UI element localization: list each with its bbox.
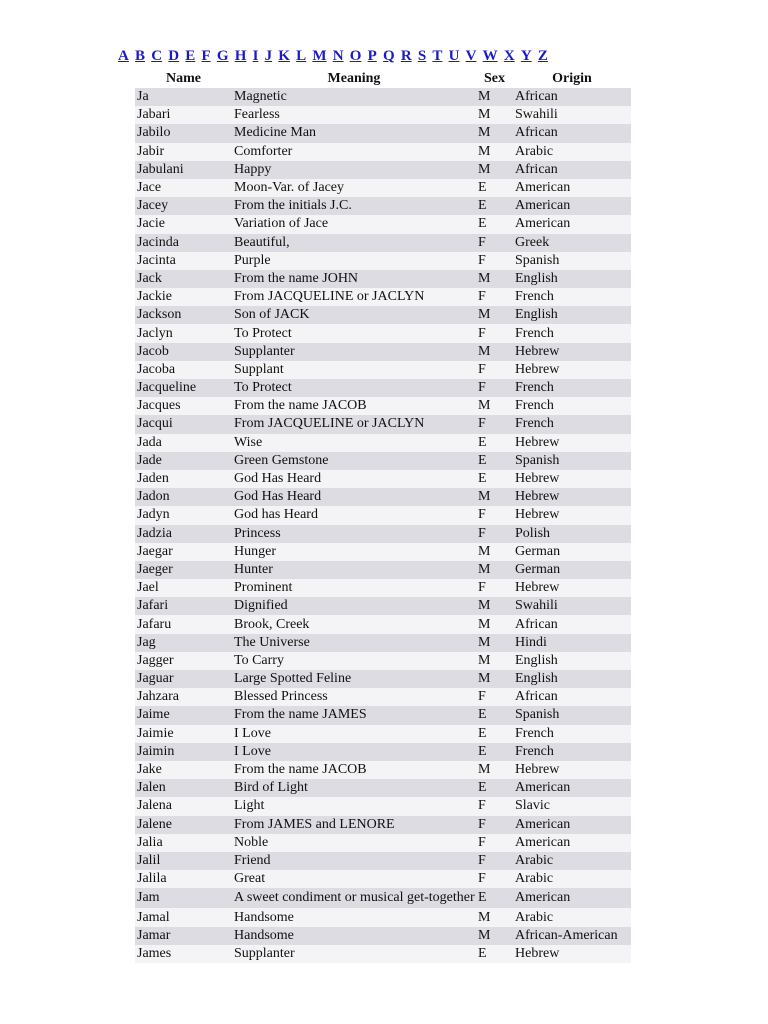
table-row	[135, 434, 631, 452]
meaning-cell: Bird of Light	[232, 779, 476, 797]
sex-cell: F	[476, 252, 513, 270]
meaning-cell: From the name JACOB	[232, 761, 476, 779]
letter-link-q[interactable]: Q	[382, 48, 395, 64]
meaning-cell: God Has Heard	[232, 488, 476, 506]
sex-cell: F	[476, 379, 513, 397]
name-cell: Jackson	[135, 306, 232, 324]
meaning-cell: Supplanter	[232, 945, 476, 963]
origin-cell: French	[513, 743, 631, 761]
origin-cell: Hebrew	[513, 579, 631, 597]
name-cell: Jaeger	[135, 561, 232, 579]
letter-link-l[interactable]: L	[296, 48, 307, 64]
name-cell: Jaden	[135, 470, 232, 488]
origin-cell: African	[513, 615, 631, 633]
table-row	[135, 834, 631, 852]
name-cell: Jacinta	[135, 252, 232, 270]
meaning-cell: From JACQUELINE or JACLYN	[232, 415, 476, 433]
letter-link-u[interactable]: U	[448, 48, 460, 64]
origin-cell: American	[513, 888, 631, 908]
meaning-cell: God has Heard	[232, 506, 476, 524]
table-row	[135, 634, 631, 652]
table-row	[135, 506, 631, 524]
table-row	[135, 615, 631, 633]
meaning-cell: To Protect	[232, 324, 476, 342]
name-cell: Jacey	[135, 197, 232, 215]
name-cell: Jaimin	[135, 743, 232, 761]
table-row	[135, 670, 631, 688]
table-row	[135, 197, 631, 215]
letter-link-p[interactable]: P	[367, 48, 377, 64]
sex-cell: M	[476, 88, 513, 106]
meaning-cell: Happy	[232, 161, 476, 179]
sex-cell: M	[476, 270, 513, 288]
origin-cell: American	[513, 834, 631, 852]
sex-cell: F	[476, 324, 513, 342]
sex-cell: E	[476, 725, 513, 743]
meaning-cell: Green Gemstone	[232, 452, 476, 470]
sex-cell: F	[476, 415, 513, 433]
meaning-cell: The Universe	[232, 634, 476, 652]
sex-cell: E	[476, 434, 513, 452]
table-row	[135, 143, 631, 161]
letter-link-j[interactable]: J	[264, 48, 273, 64]
origin-cell: English	[513, 670, 631, 688]
name-cell: Jaclyn	[135, 324, 232, 342]
origin-cell: American	[513, 179, 631, 197]
origin-cell: German	[513, 561, 631, 579]
name-cell: Jadzia	[135, 525, 232, 543]
meaning-cell: Princess	[232, 525, 476, 543]
letter-link-k[interactable]: K	[278, 48, 290, 64]
sex-cell: F	[476, 688, 513, 706]
table-row	[135, 324, 631, 342]
table-row	[135, 779, 631, 797]
meaning-cell: I Love	[232, 743, 476, 761]
table-row	[135, 215, 631, 233]
sex-cell: E	[476, 706, 513, 724]
table-row	[135, 106, 631, 124]
table-row	[135, 252, 631, 270]
letter-link-v[interactable]: V	[465, 48, 477, 64]
name-cell: Jafaru	[135, 615, 232, 633]
meaning-cell: Great	[232, 870, 476, 888]
meaning-cell: I Love	[232, 725, 476, 743]
sex-cell: E	[476, 197, 513, 215]
name-cell: Jalil	[135, 852, 232, 870]
meaning-cell: Fearless	[232, 106, 476, 124]
letter-link-r[interactable]: R	[400, 48, 412, 64]
name-cell: Jacqueline	[135, 379, 232, 397]
origin-cell: Hebrew	[513, 470, 631, 488]
table-row	[135, 797, 631, 815]
name-cell: Jamal	[135, 908, 232, 926]
sex-cell: F	[476, 288, 513, 306]
table-row	[135, 124, 631, 142]
origin-cell: Swahili	[513, 106, 631, 124]
name-cell: Jahzara	[135, 688, 232, 706]
sex-cell: F	[476, 816, 513, 834]
meaning-cell: Light	[232, 797, 476, 815]
meaning-cell: Purple	[232, 252, 476, 270]
letter-link-m[interactable]: M	[312, 48, 327, 64]
column-header-name: Name	[135, 70, 232, 88]
table-row	[135, 361, 631, 379]
sex-cell: F	[476, 506, 513, 524]
sex-cell: M	[476, 634, 513, 652]
letter-link-n[interactable]: N	[332, 48, 344, 64]
sex-cell: M	[476, 561, 513, 579]
table-row	[135, 288, 631, 306]
meaning-cell: Supplant	[232, 361, 476, 379]
origin-cell: Spanish	[513, 252, 631, 270]
table-row	[135, 945, 631, 963]
name-cell: Jadyn	[135, 506, 232, 524]
origin-cell: French	[513, 415, 631, 433]
name-cell: Jael	[135, 579, 232, 597]
origin-cell: African-American	[513, 927, 631, 945]
sex-cell: F	[476, 852, 513, 870]
meaning-cell: Medicine Man	[232, 124, 476, 142]
origin-cell: African	[513, 124, 631, 142]
name-cell: Jacob	[135, 343, 232, 361]
origin-cell: Hebrew	[513, 361, 631, 379]
letter-link-o[interactable]: O	[349, 48, 362, 64]
origin-cell: Arabic	[513, 143, 631, 161]
origin-cell: Slavic	[513, 797, 631, 815]
table-row	[135, 452, 631, 470]
name-cell: Jaime	[135, 706, 232, 724]
sex-cell: F	[476, 361, 513, 379]
table-row	[135, 397, 631, 415]
origin-cell: Hebrew	[513, 945, 631, 963]
column-header-meaning: Meaning	[232, 70, 476, 88]
name-cell: Jalen	[135, 779, 232, 797]
name-cell: Jade	[135, 452, 232, 470]
sex-cell: M	[476, 761, 513, 779]
origin-cell: Arabic	[513, 908, 631, 926]
alphabet-navigation	[118, 47, 658, 67]
table-row	[135, 543, 631, 561]
table-row	[135, 706, 631, 724]
sex-cell: F	[476, 525, 513, 543]
meaning-cell: From the name JAMES	[232, 706, 476, 724]
meaning-cell: Beautiful,	[232, 234, 476, 252]
sex-cell: M	[476, 343, 513, 361]
origin-cell: French	[513, 324, 631, 342]
table-row	[135, 415, 631, 433]
meaning-cell: Son of JACK	[232, 306, 476, 324]
name-cell: Jabari	[135, 106, 232, 124]
name-cell: Jamar	[135, 927, 232, 945]
table-row	[135, 688, 631, 706]
origin-cell: Arabic	[513, 870, 631, 888]
origin-cell: Hebrew	[513, 488, 631, 506]
sex-cell: E	[476, 945, 513, 963]
letter-link-t[interactable]: T	[432, 48, 443, 64]
letter-link-a[interactable]: A	[118, 48, 129, 64]
origin-cell: Swahili	[513, 597, 631, 615]
table-row	[135, 179, 631, 197]
sex-cell: F	[476, 579, 513, 597]
origin-cell: French	[513, 288, 631, 306]
origin-cell: German	[513, 543, 631, 561]
table-row	[135, 743, 631, 761]
name-cell: Jalia	[135, 834, 232, 852]
sex-cell: F	[476, 797, 513, 815]
name-cell: Jacoba	[135, 361, 232, 379]
table-row	[135, 270, 631, 288]
sex-cell: E	[476, 779, 513, 797]
name-cell: Jadon	[135, 488, 232, 506]
name-cell: Jada	[135, 434, 232, 452]
origin-cell: Hebrew	[513, 506, 631, 524]
sex-cell: E	[476, 452, 513, 470]
sex-cell: M	[476, 124, 513, 142]
meaning-cell: Noble	[232, 834, 476, 852]
sex-cell: M	[476, 543, 513, 561]
table-row	[135, 870, 631, 888]
origin-cell: African	[513, 88, 631, 106]
names-table	[135, 70, 631, 963]
sex-cell: M	[476, 652, 513, 670]
name-cell: Jabulani	[135, 161, 232, 179]
sex-cell: F	[476, 234, 513, 252]
meaning-cell: Comforter	[232, 143, 476, 161]
meaning-cell: From the initials J.C.	[232, 197, 476, 215]
sex-cell: E	[476, 470, 513, 488]
table-row	[135, 161, 631, 179]
origin-cell: American	[513, 197, 631, 215]
meaning-cell: From the name JACOB	[232, 397, 476, 415]
sex-cell: M	[476, 615, 513, 633]
table-row	[135, 234, 631, 252]
sex-cell: M	[476, 397, 513, 415]
origin-cell: African	[513, 688, 631, 706]
origin-cell: Polish	[513, 525, 631, 543]
name-cell: Jacie	[135, 215, 232, 233]
meaning-cell: Moon-Var. of Jacey	[232, 179, 476, 197]
origin-cell: African	[513, 161, 631, 179]
table-row	[135, 725, 631, 743]
table-row	[135, 888, 631, 908]
letter-link-i[interactable]: I	[252, 48, 259, 64]
name-cell: Jake	[135, 761, 232, 779]
meaning-cell: Hunter	[232, 561, 476, 579]
sex-cell: F	[476, 870, 513, 888]
letter-link-f[interactable]: F	[201, 48, 211, 64]
name-cell: Jaguar	[135, 670, 232, 688]
table-header-row	[135, 70, 631, 88]
origin-cell: American	[513, 816, 631, 834]
meaning-cell: God Has Heard	[232, 470, 476, 488]
letter-link-x[interactable]: X	[503, 48, 515, 64]
meaning-cell: From the name JOHN	[232, 270, 476, 288]
letter-link-e[interactable]: E	[185, 48, 196, 64]
sex-cell: M	[476, 106, 513, 124]
sex-cell: M	[476, 306, 513, 324]
meaning-cell: Brook, Creek	[232, 615, 476, 633]
origin-cell: Hebrew	[513, 434, 631, 452]
table-row	[135, 470, 631, 488]
sex-cell: F	[476, 834, 513, 852]
table-row	[135, 761, 631, 779]
table-row	[135, 579, 631, 597]
origin-cell: English	[513, 306, 631, 324]
name-cell: Jabir	[135, 143, 232, 161]
name-cell: Jacinda	[135, 234, 232, 252]
sex-cell: E	[476, 743, 513, 761]
letter-link-z[interactable]: Z	[537, 48, 548, 64]
meaning-cell: A sweet condiment or musical get-together	[232, 888, 476, 908]
origin-cell: Spanish	[513, 452, 631, 470]
column-header-origin: Origin	[513, 70, 631, 88]
meaning-cell: From JACQUELINE or JACLYN	[232, 288, 476, 306]
name-cell: Jacqui	[135, 415, 232, 433]
meaning-cell: Magnetic	[232, 88, 476, 106]
sex-cell: M	[476, 143, 513, 161]
name-cell: Jackie	[135, 288, 232, 306]
origin-cell: French	[513, 379, 631, 397]
table-row	[135, 652, 631, 670]
table-row	[135, 379, 631, 397]
origin-cell: American	[513, 779, 631, 797]
sex-cell: M	[476, 488, 513, 506]
letter-link-g[interactable]: G	[216, 48, 229, 64]
name-cell: Jabilo	[135, 124, 232, 142]
sex-cell: E	[476, 179, 513, 197]
meaning-cell: Wise	[232, 434, 476, 452]
origin-cell: French	[513, 725, 631, 743]
letter-link-s[interactable]: S	[417, 48, 427, 64]
sex-cell: M	[476, 597, 513, 615]
table-row	[135, 816, 631, 834]
meaning-cell: Large Spotted Feline	[232, 670, 476, 688]
table-row	[135, 597, 631, 615]
name-cell: Jam	[135, 888, 232, 908]
name-cell: Jaegar	[135, 543, 232, 561]
meaning-cell: Friend	[232, 852, 476, 870]
name-cell: Jalena	[135, 797, 232, 815]
sex-cell: M	[476, 927, 513, 945]
sex-cell: E	[476, 215, 513, 233]
table-row	[135, 488, 631, 506]
table-row	[135, 927, 631, 945]
meaning-cell: Variation of Jace	[232, 215, 476, 233]
sex-cell: M	[476, 670, 513, 688]
meaning-cell: Handsome	[232, 927, 476, 945]
name-cell: Jalene	[135, 816, 232, 834]
table-row	[135, 525, 631, 543]
name-cell: Jack	[135, 270, 232, 288]
table-row	[135, 88, 631, 106]
meaning-cell: To Protect	[232, 379, 476, 397]
name-cell: Jacques	[135, 397, 232, 415]
origin-cell: English	[513, 652, 631, 670]
letter-link-w[interactable]: W	[482, 48, 498, 64]
origin-cell: Arabic	[513, 852, 631, 870]
sex-cell: E	[476, 888, 513, 908]
table-row	[135, 908, 631, 926]
table-row	[135, 561, 631, 579]
name-cell: Ja	[135, 88, 232, 106]
meaning-cell: Hunger	[232, 543, 476, 561]
letter-link-d[interactable]: D	[168, 48, 180, 64]
letter-link-c[interactable]: C	[151, 48, 163, 64]
origin-cell: French	[513, 397, 631, 415]
meaning-cell: Supplanter	[232, 343, 476, 361]
origin-cell: Hebrew	[513, 761, 631, 779]
origin-cell: Greek	[513, 234, 631, 252]
sex-cell: M	[476, 908, 513, 926]
name-cell: James	[135, 945, 232, 963]
origin-cell: Spanish	[513, 706, 631, 724]
meaning-cell: Prominent	[232, 579, 476, 597]
meaning-cell: Blessed Princess	[232, 688, 476, 706]
name-cell: Jagger	[135, 652, 232, 670]
letter-link-y[interactable]: Y	[520, 48, 532, 64]
origin-cell: Hebrew	[513, 343, 631, 361]
origin-cell: American	[513, 215, 631, 233]
origin-cell: Hindi	[513, 634, 631, 652]
meaning-cell: To Carry	[232, 652, 476, 670]
name-cell: Jace	[135, 179, 232, 197]
name-cell: Jalila	[135, 870, 232, 888]
name-cell: Jaimie	[135, 725, 232, 743]
letter-link-h[interactable]: H	[234, 48, 247, 64]
meaning-cell: From JAMES and LENORE	[232, 816, 476, 834]
meaning-cell: Dignified	[232, 597, 476, 615]
table-row	[135, 343, 631, 361]
letter-link-b[interactable]: B	[135, 48, 146, 64]
meaning-cell: Handsome	[232, 908, 476, 926]
table-row	[135, 852, 631, 870]
name-cell: Jag	[135, 634, 232, 652]
column-header-sex: Sex	[476, 70, 513, 88]
origin-cell: English	[513, 270, 631, 288]
table-row	[135, 306, 631, 324]
sex-cell: M	[476, 161, 513, 179]
name-cell: Jafari	[135, 597, 232, 615]
